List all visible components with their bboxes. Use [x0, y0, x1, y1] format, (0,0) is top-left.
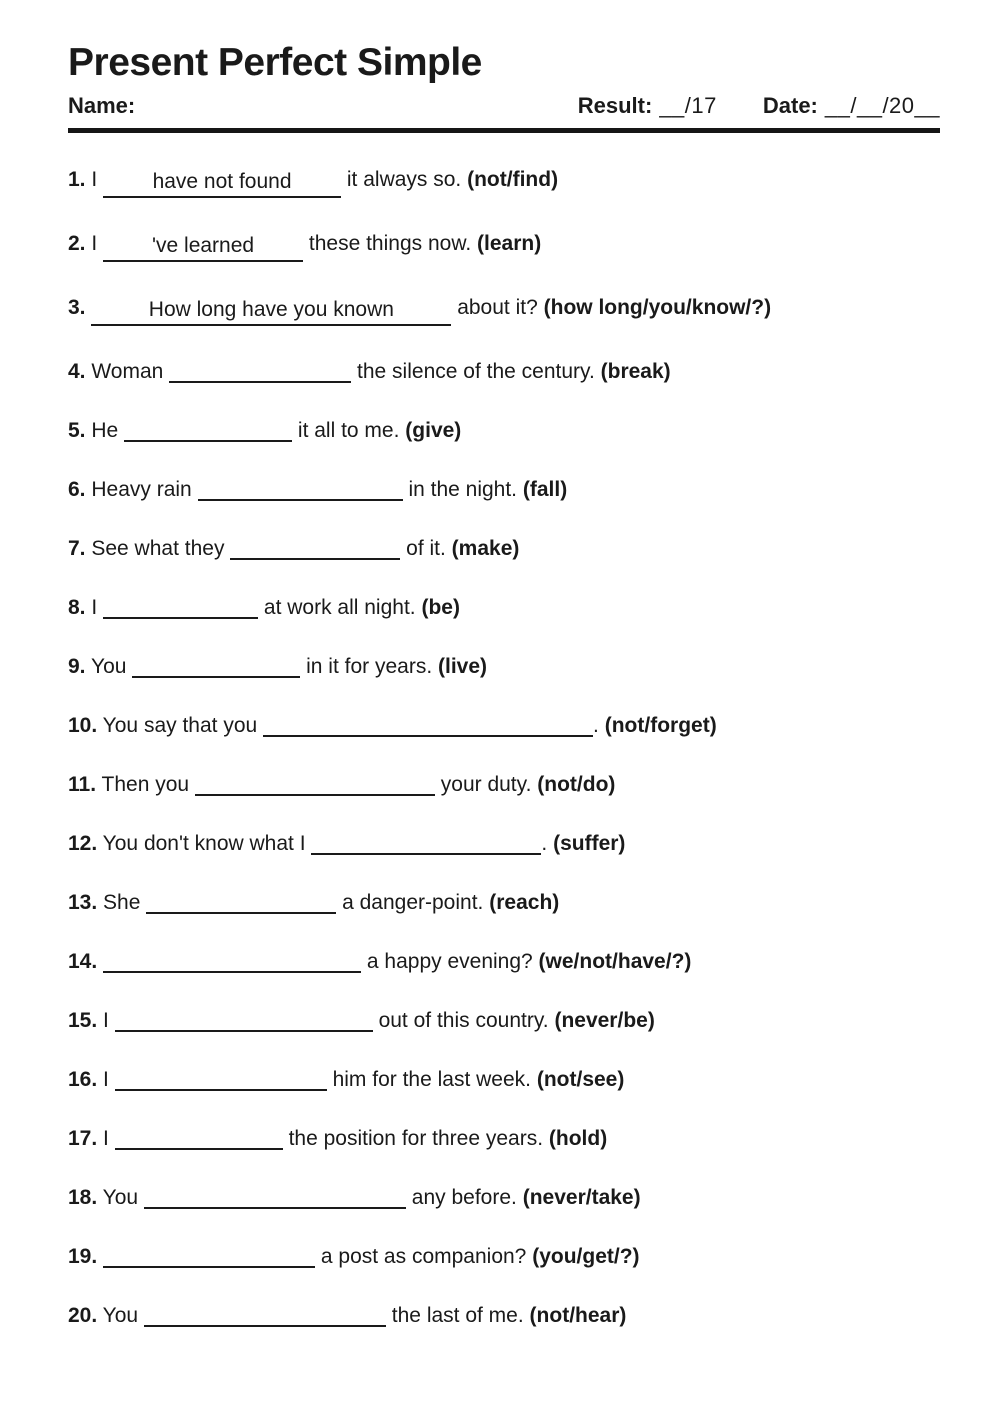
verb-hint: (learn): [477, 231, 542, 255]
page-title: Present Perfect Simple: [68, 41, 482, 84]
question-pre-text: You: [102, 1303, 139, 1327]
verb-hint: (give): [405, 418, 462, 442]
question-number: 19.: [68, 1244, 98, 1268]
verb-hint: (we/not/have/?): [538, 949, 692, 973]
verb-hint: (suffer): [553, 831, 626, 855]
result-value: __/17: [659, 92, 717, 118]
answer-text: 've learned: [152, 233, 255, 257]
question-row-7: [68, 536, 940, 562]
answer-blank[interactable]: [132, 654, 300, 678]
question-row-14: [68, 949, 940, 975]
verb-hint: (not/find): [467, 167, 559, 191]
answer-blank[interactable]: [115, 1067, 327, 1091]
question-number: 15.: [68, 1008, 98, 1032]
question-number: 2.: [68, 231, 86, 255]
answer-blank[interactable]: [91, 297, 451, 326]
question-number: 16.: [68, 1067, 98, 1091]
answer-blank[interactable]: [103, 169, 341, 198]
answer-blank[interactable]: [263, 713, 593, 737]
answer-blank[interactable]: [103, 1244, 315, 1268]
question-pre-text: I: [103, 1008, 109, 1032]
answer-blank[interactable]: [311, 831, 541, 855]
question-row-15: [68, 1008, 940, 1034]
question-number: 13.: [68, 890, 98, 914]
question-post-text: your duty.: [440, 772, 532, 796]
header-meta-right: [578, 93, 940, 119]
question-pre-text: You don't know what I: [102, 831, 306, 855]
header-meta-row: [68, 93, 940, 133]
question-post-text: him for the last week.: [332, 1067, 531, 1091]
verb-hint: (not/forget): [604, 713, 717, 737]
question-number: 5.: [68, 418, 86, 442]
answer-blank[interactable]: [146, 890, 336, 914]
question-post-text: .: [593, 713, 599, 737]
question-list: [68, 133, 940, 1329]
question-post-text: it all to me.: [297, 418, 400, 442]
verb-hint: (not/see): [536, 1067, 625, 1091]
question-row-18: [68, 1185, 940, 1211]
answer-blank[interactable]: [115, 1008, 373, 1032]
question-row-4: [68, 359, 940, 385]
question-post-text: the position for three years.: [288, 1126, 544, 1150]
answer-blank[interactable]: [103, 233, 303, 262]
question-row-16: [68, 1067, 940, 1093]
question-number: 8.: [68, 595, 86, 619]
result-label: Result:: [577, 92, 653, 118]
verb-hint: (not/hear): [529, 1303, 627, 1327]
question-post-text: a post as companion?: [320, 1244, 527, 1268]
answer-blank[interactable]: [103, 949, 361, 973]
question-row-9: [68, 654, 940, 680]
question-row-8: [68, 595, 940, 621]
question-pre-text: See what they: [91, 536, 225, 560]
answer-blank[interactable]: [115, 1126, 283, 1150]
answer-blank[interactable]: [198, 477, 403, 501]
question-post-text: a danger-point.: [342, 890, 484, 914]
question-number: 17.: [68, 1126, 98, 1150]
question-pre-text: I: [103, 1126, 109, 1150]
question-pre-text: I: [91, 167, 98, 191]
question-row-13: [68, 890, 940, 916]
question-post-text: in the night.: [408, 477, 518, 501]
question-pre-text: I: [91, 595, 98, 619]
verb-hint: (not/do): [537, 772, 616, 796]
answer-blank[interactable]: [169, 359, 351, 383]
verb-hint: (make): [451, 536, 520, 560]
answer-text: have not found: [152, 169, 292, 193]
verb-hint: (you/get/?): [532, 1244, 640, 1268]
question-number: 1.: [68, 167, 86, 191]
verb-hint: (reach): [489, 890, 560, 914]
question-number: 18.: [68, 1185, 98, 1209]
question-number: 14.: [68, 949, 98, 973]
question-number: 9.: [68, 654, 86, 678]
question-row-5: [68, 418, 940, 444]
answer-blank[interactable]: [144, 1185, 406, 1209]
date-field: [763, 93, 940, 119]
question-post-text: .: [541, 831, 548, 855]
verb-hint: (break): [600, 359, 671, 383]
question-row-12: [68, 831, 940, 857]
question-post-text: the silence of the century.: [357, 359, 595, 383]
verb-hint: (be): [421, 595, 460, 619]
date-label: Date:: [762, 92, 818, 118]
question-number: 6.: [68, 477, 86, 501]
answer-blank[interactable]: [195, 772, 435, 796]
answer-blank[interactable]: [144, 1303, 386, 1327]
question-post-text: in it for years.: [306, 654, 433, 678]
question-row-2: [68, 231, 940, 262]
answer-blank[interactable]: [124, 418, 292, 442]
question-pre-text: You say that you: [102, 713, 258, 737]
question-pre-text: He: [91, 418, 119, 442]
question-pre-text: You: [90, 654, 127, 678]
answer-blank[interactable]: [230, 536, 400, 560]
answer-blank[interactable]: [103, 595, 258, 619]
question-row-1: [68, 167, 940, 198]
question-row-19: [68, 1244, 940, 1270]
question-post-text: the last of me.: [391, 1303, 524, 1327]
verb-hint: (never/be): [554, 1008, 655, 1032]
question-post-text: any before.: [411, 1185, 517, 1209]
question-post-text: out of this country.: [378, 1008, 549, 1032]
question-row-20: [68, 1303, 940, 1329]
result-field: [578, 93, 717, 119]
question-post-text: at work all night.: [263, 595, 416, 619]
verb-hint: (live): [438, 654, 488, 678]
question-pre-text: Heavy rain: [91, 477, 192, 501]
verb-hint: (fall): [522, 477, 568, 501]
verb-hint: (how long/you/know/?): [543, 295, 772, 319]
question-row-10: [68, 713, 940, 739]
question-number: 4.: [68, 359, 86, 383]
question-row-3: [68, 295, 940, 326]
question-number: 11.: [68, 772, 97, 796]
question-pre-text: She: [103, 890, 141, 914]
question-post-text: a happy evening?: [366, 949, 533, 973]
answer-text: How long have you known: [148, 297, 394, 321]
question-row-6: [68, 477, 940, 503]
question-pre-text: I: [103, 1067, 109, 1091]
question-pre-text: You: [102, 1185, 139, 1209]
question-number: 3.: [68, 295, 86, 319]
question-number: 7.: [68, 536, 86, 560]
question-pre-text: I: [91, 231, 98, 255]
question-row-17: [68, 1126, 940, 1152]
question-number: 20.: [68, 1303, 98, 1327]
question-number: 10.: [68, 713, 98, 737]
name-label: Name:: [68, 92, 136, 118]
question-pre-text: Woman: [91, 359, 164, 383]
question-pre-text: Then you: [101, 772, 190, 796]
date-value: __/__/20__: [824, 92, 940, 118]
verb-hint: (hold): [548, 1126, 608, 1150]
verb-hint: (never/take): [522, 1185, 641, 1209]
question-post-text: of it.: [406, 536, 446, 560]
question-post-text: these things now.: [308, 231, 472, 255]
question-number: 12.: [68, 831, 98, 855]
question-post-text: it always so.: [346, 167, 462, 191]
question-row-11: [68, 772, 940, 798]
question-post-text: about it?: [457, 295, 538, 319]
